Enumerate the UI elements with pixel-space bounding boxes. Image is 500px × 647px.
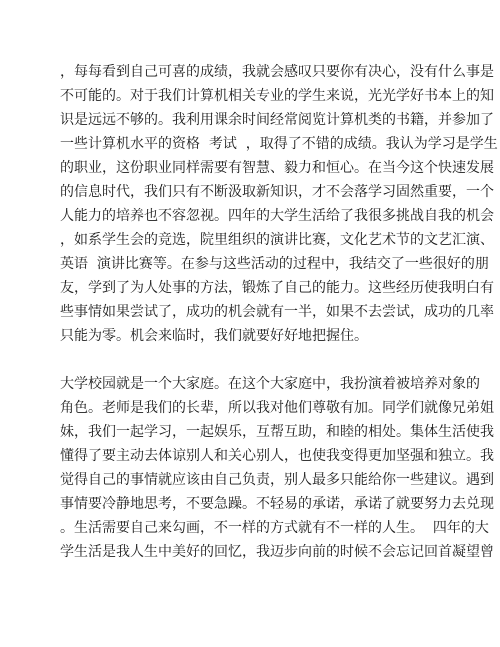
text-line: 觉得自己的事情就应该由自己负责，别人最多只能给你一些建议。遇到 [60, 472, 494, 488]
text-line: 学生活是我人生中美好的回忆，我迈步向前的时候不会忘记回首凝望曾 [60, 544, 494, 560]
paragraph-2 [60, 372, 494, 564]
text-line: 大学校园就是一个大家庭。在这个大家庭中，我扮演着被培养对象的 [60, 376, 480, 392]
text-line: 人能力的培养也不容忽视。四年的大学生活给了我很多挑战自我的机会 [60, 208, 494, 224]
text-line: ，如系学生会的竞选，院里组织的演讲比赛，文化艺术节的文艺汇演、 [60, 232, 494, 248]
text-line: ，每每看到自己可喜的成绩，我就会感叹只要你有决心，没有什么事是 [60, 64, 494, 80]
text-line: 的信息时代，我们只有不断汲取新知识，才不会落学习固然重要，一个 [60, 184, 494, 200]
paragraph-1 [60, 60, 498, 348]
text-line: 友，学到了为人处事的方法，锻炼了自己的能力。这些经历使我明白有 [60, 280, 494, 296]
text-line: 不可能的。对于我们计算机相关专业的学生来说，光光学好书本上的知 [60, 88, 494, 104]
text-line: 。生活需要自己来勾画，不一样的方式就有不一样的人生。 四年的大 [60, 520, 489, 536]
text-line: 只能为零。机会来临时，我们就要好好地把握住。 [60, 328, 368, 344]
text-line: 的职业，这份职业同样需要有智慧、毅力和恒心。在当今这个快速发展 [60, 160, 494, 176]
text-line: 懂得了要主动去体谅别人和关心别人，也使我变得更加坚强和独立。我 [60, 448, 494, 464]
text-line: 角色。老师是我们的长辈，所以我对他们尊敬有加。同学们就像兄弟姐 [60, 400, 494, 416]
text-line: 识是远远不够的。我利用课余时间经常阅览计算机类的书籍，并参加了 [60, 112, 494, 128]
text-line: 事情要冷静地思考，不要急躁。不轻易的承诺，承诺了就要努力去兑现 [60, 496, 494, 512]
text-line: 妹，我们一起学习，一起娱乐，互帮互助，和睦的相处。集体生活使我 [60, 424, 494, 440]
text-line: 一些计算机水平的资格 考试 ，取得了不错的成绩。我认为学习是学生 [60, 136, 498, 152]
text-line: 些事情如果尝试了，成功的机会就有一半，如果不去尝试，成功的几率 [60, 304, 494, 320]
text-line: 英语 演讲比赛等。在参与这些活动的过程中，我结交了一些很好的朋 [60, 256, 489, 272]
